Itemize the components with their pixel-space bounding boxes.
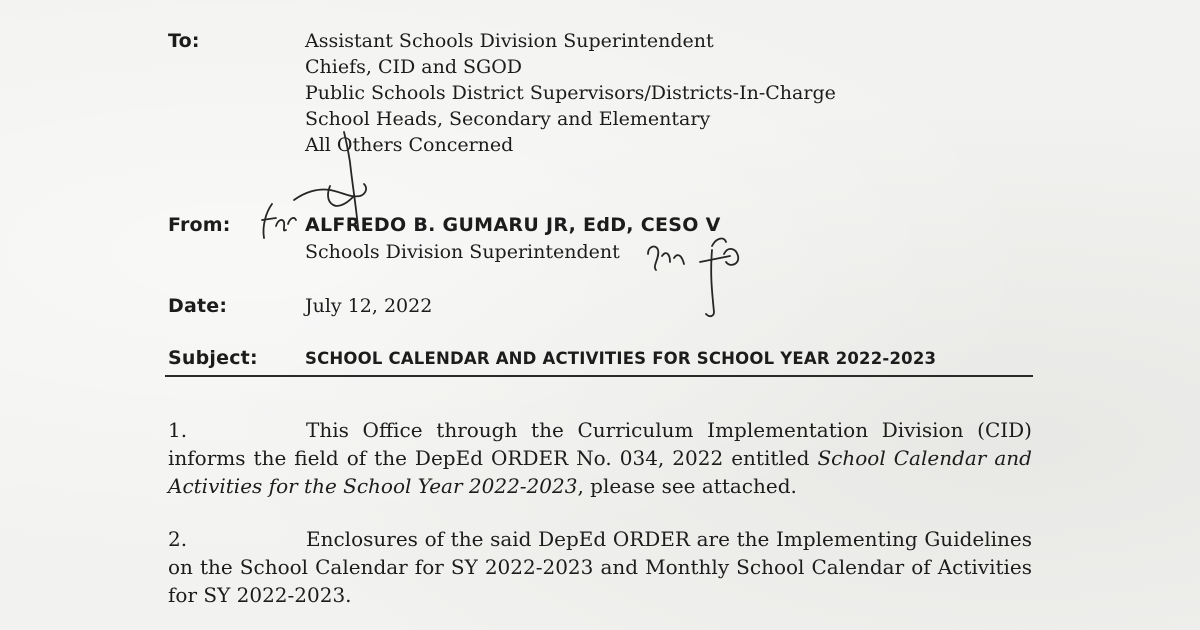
date-label: Date: bbox=[168, 295, 228, 317]
recipient-item: Public Schools District Supervisors/Districts-In-Charge bbox=[305, 82, 836, 104]
recipient-item: School Heads, Secondary and Elementary bbox=[305, 108, 711, 130]
paragraph-text-end: , please see attached. bbox=[577, 474, 797, 498]
subject-text: SCHOOL CALENDAR AND ACTIVITIES FOR SCHOOL YEAR 2022-2023 bbox=[305, 349, 937, 368]
subject-label: Subject: bbox=[168, 347, 258, 369]
from-label: From: bbox=[168, 214, 231, 236]
paragraph-text: Enclosures of the said DepEd ORDER are the Implementing Guidelines on the School Calendar for SY 2022-2023 and Monthly School Calendar of Activities for SY 2022-2023. bbox=[168, 527, 1032, 607]
paragraph-2 bbox=[168, 525, 1032, 609]
memo-date: July 12, 2022 bbox=[305, 295, 433, 317]
subject-divider bbox=[165, 375, 1033, 377]
sender-title: Schools Division Superintendent bbox=[305, 241, 620, 263]
paragraph-number: 2. bbox=[168, 527, 188, 551]
order-title: School Calendar and Activities for the School Year 2022-2023 bbox=[168, 446, 1032, 498]
recipient-item: All Others Concerned bbox=[305, 134, 514, 156]
paragraph-text: This Office through the Curriculum Implementation Division (CID) informs the field of the DepEd ORDER No. 034, 2022 entitled bbox=[168, 418, 1032, 470]
sender-name: ALFREDO B. GUMARU JR, EdD, CESO V bbox=[305, 214, 721, 236]
recipient-item: Chiefs, CID and SGOD bbox=[305, 56, 523, 78]
paragraph-number: 1. bbox=[168, 418, 188, 442]
to-label: To: bbox=[168, 30, 200, 52]
paragraph-1 bbox=[168, 416, 1032, 500]
recipient-item: Assistant Schools Division Superintendent bbox=[305, 30, 714, 52]
